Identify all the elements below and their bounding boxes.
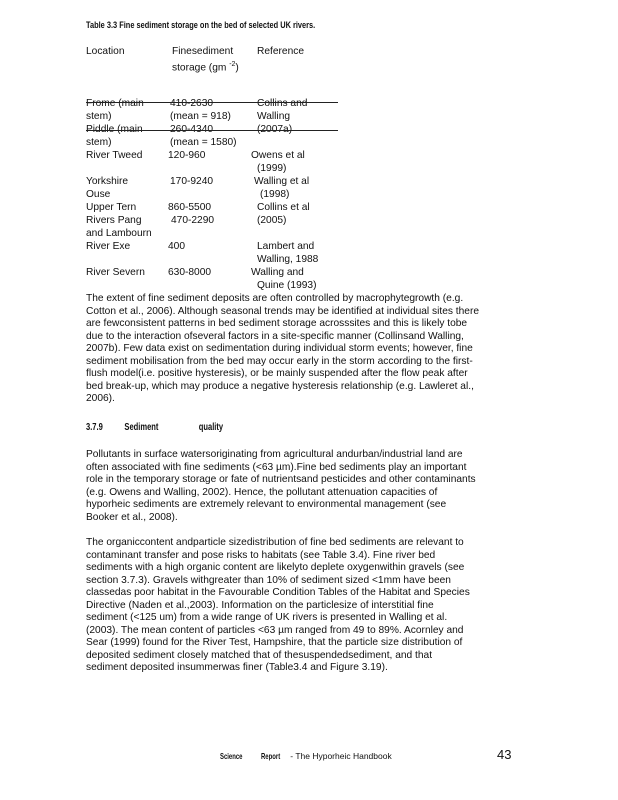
paragraph-pollutants [86,449,518,524]
storage-cell [170,175,213,188]
paragraph-fine-sediment-deposits [86,293,518,406]
reference-cell [257,201,310,214]
header-location: Location [86,46,125,57]
reference-cell-line: Walling, 1988 [257,254,319,265]
storage-cell [168,240,185,253]
text-line: The organiccontent andparticle sizedistribution of fine bed sediments are relevant to [86,537,464,548]
location-cell [86,201,136,214]
storage-cell-line: (mean = 918) [170,111,231,122]
location-cell-line: Frome (main [86,98,144,109]
header-storage-line2: storage (gm $^{-2}$) [172,61,239,74]
location-cell [86,240,130,253]
reference-cell [257,214,286,227]
reference-cell [251,149,305,175]
reference-cell-line: (2005) [257,215,287,226]
location-cell-line: River Tweed [86,150,143,161]
location-cell [86,214,152,240]
storage-cell-line: 860-5500 [168,202,212,213]
storage-cell [170,97,231,123]
location-cell-line: River Severn [86,267,145,278]
location-cell [86,149,142,162]
page-number: 43 [497,747,512,762]
location-cell-line: stem) [86,111,112,122]
storage-cell-line: 260-4340 [170,124,214,135]
reference-cell-line: Lambert and [257,241,315,252]
text-line: (2003). The mean content of particles <63 µm ranged from 49 to 89%. Acornley and [86,624,464,636]
footer-science: Science [220,751,243,761]
location-cell-line: Yorkshire [86,176,129,187]
location-cell [86,266,145,279]
paragraph-organic-content [86,537,518,675]
text-line: sediments with a high organic content are likelyto deplete oxygenwithin gravels (see [86,562,465,573]
location-cell [86,97,144,123]
rule-below-yorkshire [86,130,338,131]
footer-report: Report [260,751,280,761]
section-number: 3.7.9 [86,421,103,433]
text-line: Cotton et al., 2006). Although seasonal trends may be identified at individual sites there [86,305,480,317]
storage-cell [168,149,205,162]
text-line: The extent of fine sediment deposits are often controlled by macrophytegrowth (e.g. [86,293,464,304]
text-line: Booker et al., 2008). [86,511,178,523]
storage-cell-line: 410-2630 [170,98,214,109]
reference-cell-line: Collins et al [257,202,310,213]
rule-above-yorkshire [86,102,338,103]
text-line: (e.g. Owens and Walling, 2002). Hence, the pollutant attenuation capacities of [86,486,438,498]
location-cell-line: Upper Tern [86,202,137,213]
storage-cell-line: 400 [168,241,185,252]
text-line: due to the interaction ofseveral factors in a site-specific manner (Collinsand Walling, [86,330,464,342]
header-reference: Reference [257,46,305,57]
header-storage [172,45,258,74]
text-line: hyporheic sediments are extremely relevant to environmental management (see [86,499,447,510]
storage-cell [170,123,237,149]
reference-cell-line: (1999) [257,163,287,174]
table-caption: Table 3.3 Fine sediment storage on the bed of selected UK rivers. [86,20,316,31]
location-cell-line: Ouse [86,189,111,200]
storage-cell [171,214,214,227]
section-title-word1: Sediment [124,421,159,433]
table-header-row [86,45,340,74]
location-cell-line: and Lambourn [86,228,152,239]
storage-cell-line: 470-2290 [171,215,215,226]
page-footer [220,751,392,761]
location-cell-line: Piddle (main [86,124,143,135]
reference-cell [251,266,316,292]
reference-cell-line: Quine (1993) [257,280,317,291]
reference-cell-line: (2007a) [257,124,293,135]
text-line: sediment (<125 um) from a wide range of UK rivers is presented in Walling et al. [86,612,448,623]
reference-cell-line: Walling [257,111,291,122]
text-line: classedas poor habitat in the Favourable Condition Tables of the Habitat and Species [86,587,470,598]
location-cell [86,175,128,201]
storage-cell-line: (mean = 1580) [170,137,237,148]
section-heading [86,421,223,433]
text-line: 2007b). Few data exist on sedimentation during individual storm events; however, fine [86,343,473,354]
reference-cell-line: Walling et al [254,176,310,187]
text-line: Pollutants in surface watersoriginating from agricultural andurban/industrial land are [86,449,463,460]
storage-cell-line: 120-960 [168,150,206,161]
location-cell-line: stem) [86,137,112,148]
section-title-word2: quality [198,421,224,433]
text-line: contaminant transfer and pose risks to habitats (see Table 3.4). Fine river bed [86,549,436,561]
text-line: role in the temporary storage or fate of nutrientsand pesticides and other contaminants [86,474,476,485]
text-line: flush model(i.e. positive hysteresis), or be mainly suspended after the flow peak after [86,368,468,379]
sediment-storage-table [86,45,340,291]
text-line: Sear (1999) found for the River Test, Hampshire, that the particle size distribution of [86,637,463,648]
reference-cell [257,240,318,266]
reference-cell-line: (1998) [260,189,290,200]
reference-cell-line: Owens et al [251,150,305,161]
footer-title: - The Hyporheic Handbook [290,751,392,761]
text-line: bed break-up, which may produce a negative hysteresis relationship (e.g. Lawleret al., [86,380,474,392]
location-cell [86,123,143,149]
reference-cell-line: Collins and [257,98,308,109]
reference-cell-line: Walling and [251,267,304,278]
header-storage-line1: Finesediment [172,46,234,57]
text-line: Directive (Naden et al.,2003). Information on the particlesize of interstitial fine [86,599,434,611]
text-line: often associated with fine sediments (<63 µm).Fine bed sediments play an important [86,461,467,473]
text-line: sediment deposited insummerwas finer (Table3.4 and Figure 3.19). [86,662,388,673]
reference-cell [254,175,309,201]
storage-cell [168,266,211,279]
text-line: 2006). [86,393,115,404]
location-cell-line: Rivers Pang [86,215,142,226]
text-line: deposited sediment closely matched that of thesuspendedsediment, and that [86,649,433,661]
storage-cell-line: 630-8000 [168,267,212,278]
storage-cell [168,201,211,214]
storage-cell-line: 170-9240 [170,176,214,187]
location-cell-line: River Exe [86,241,131,252]
text-line: are fewconsistent patterns in bed sediment storage acrosssites and this is likely tobe [86,318,468,329]
text-line: section 3.7.3). Gravels withgreater than 10% of sediment sized <1mm have been [86,574,451,586]
text-line: sediment mobilisation from the bed may occur early in the storm according to the first- [86,355,473,367]
